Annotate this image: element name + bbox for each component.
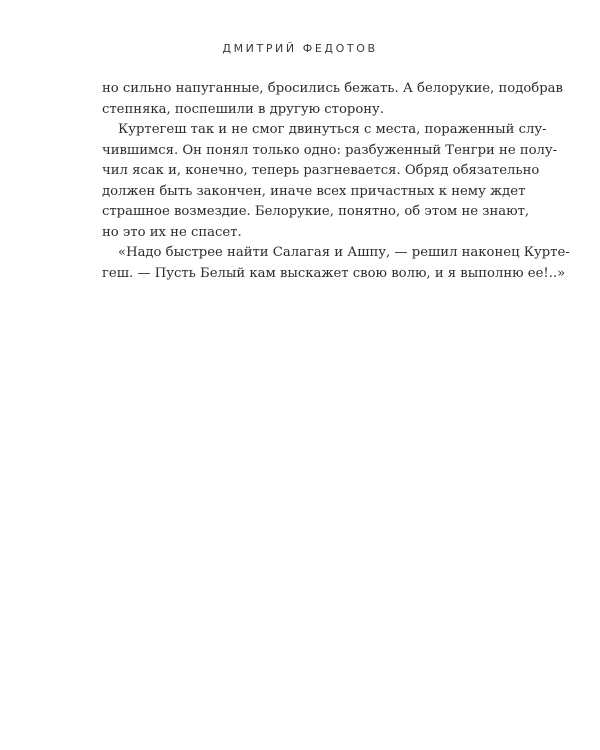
paragraph-3 [102,243,570,284]
text-line: «Надо быстрее найти Салагая и Ашпу, — решил наконец Курте- [118,245,570,260]
text-line: должен быть закончен, иначе всех причастных к нему ждет [102,183,526,199]
text-line: чившимся. Он понял только одно: разбуженный Тенгри не полу- [102,142,558,158]
running-header: ДМИТРИЙ ФЕДОТОВ [222,42,378,55]
body-text [102,79,570,284]
text-line: но это их не спасет. [102,224,242,240]
text-line: но сильно напуганные, бросились бежать. А белорукие, подобрав [102,81,563,96]
paragraph-2 [102,120,558,243]
text-line: Куртегеш так и не смог двинуться с места, пораженный слу- [118,122,547,137]
text-line: геш. — Пусть Белый кам выскажет свою волю, и я выполню ее!..» [102,265,566,281]
paragraph-1 [102,79,563,120]
text-line: степняка, поспешили в другую сторону. [102,101,385,117]
text-line: страшное возмездие. Белорукие, понятно, об этом не знают, [102,204,530,219]
text-line: чил ясак и, конечно, теперь разгневается. Обряд обязательно [102,163,540,178]
